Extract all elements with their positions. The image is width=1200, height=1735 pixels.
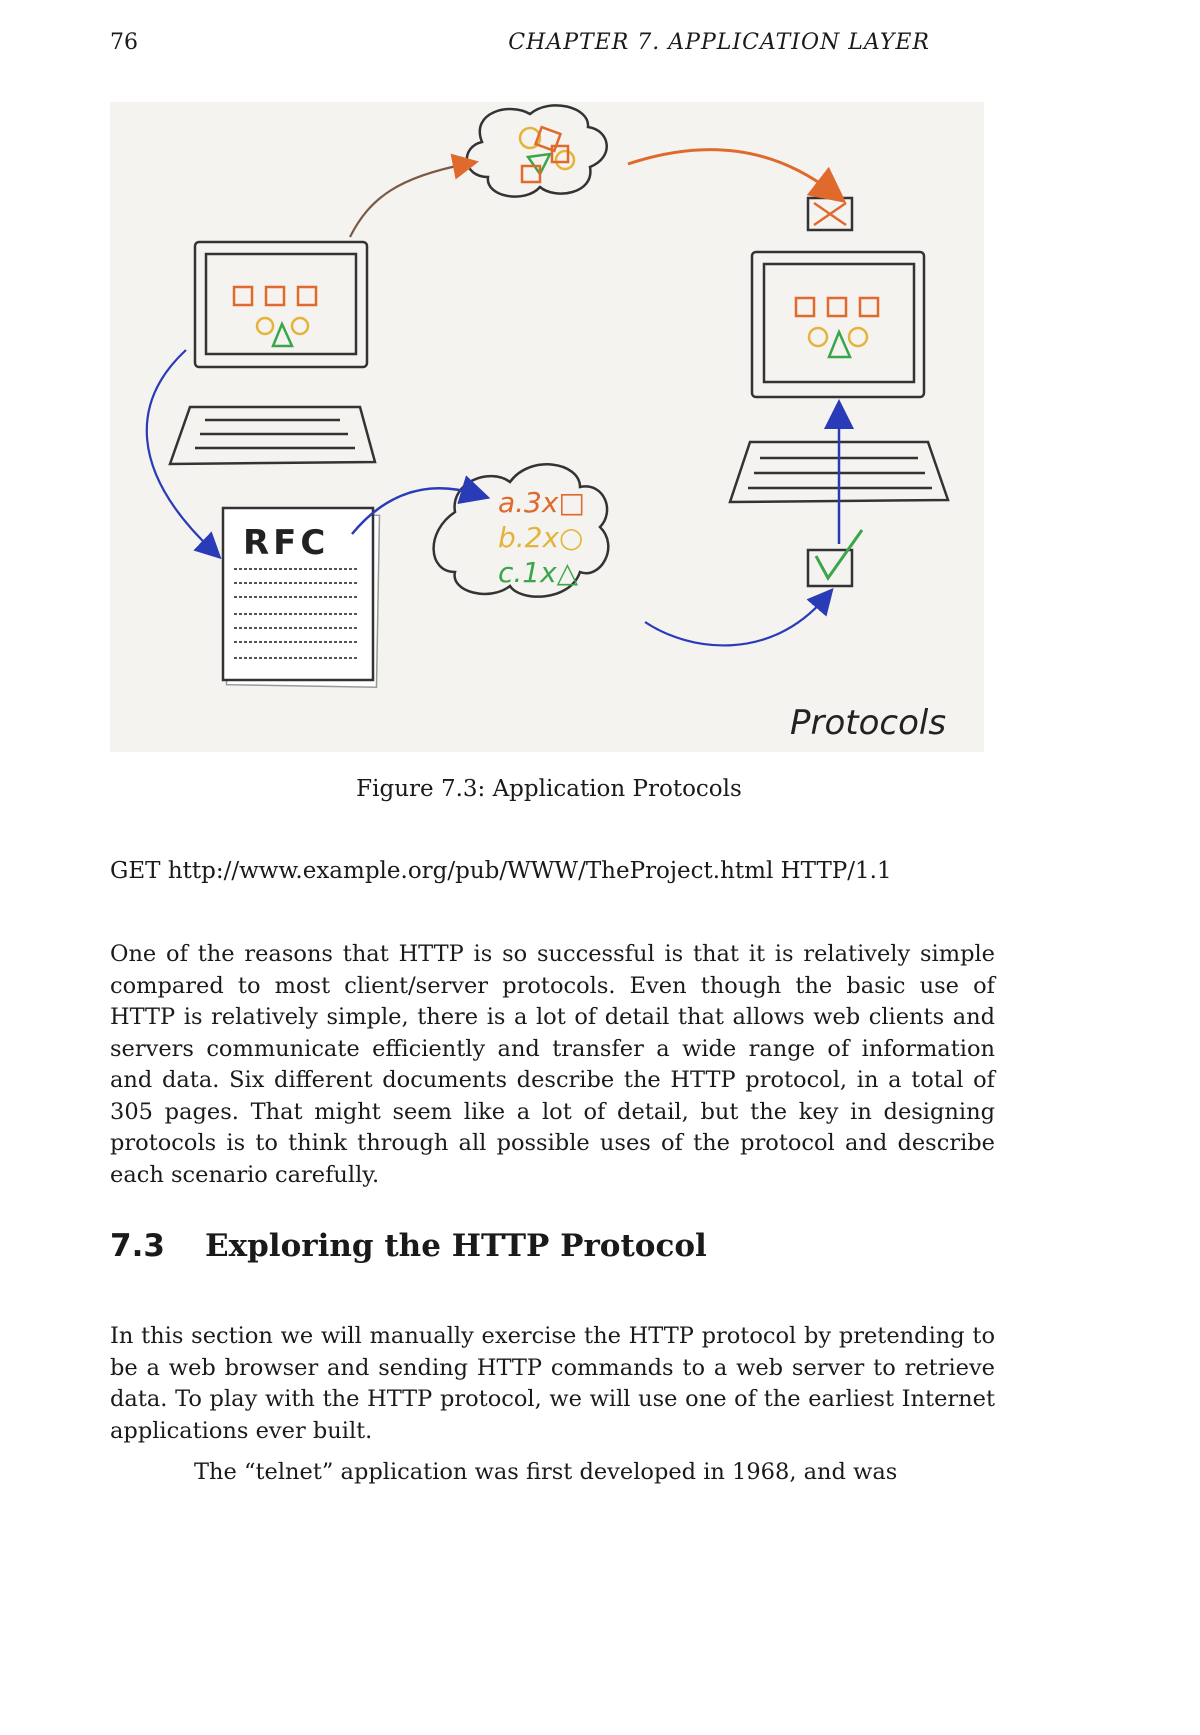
cloud-line-1: a.3x□ [498,486,585,519]
protocols-figure [110,102,984,752]
arrow-left-to-rfc [147,350,212,550]
cloud-line-2: b.2x○ [498,521,584,554]
section-number: 7.3 [110,1228,165,1264]
example-http-request: GET http://www.example.org/pub/WWW/TheProject.html HTTP/1.1 [110,858,892,884]
left-computer-icon [170,242,375,464]
cloud-shapes-icon [467,105,607,196]
rfc-label: RFC [243,523,330,563]
arrow-cloud-to-right [628,150,832,192]
section-title: Exploring the HTTP Protocol [205,1228,707,1264]
paragraph-telnet: The “telnet” application was first developed in 1968, and was [194,1459,898,1485]
checkmark-box-icon [808,530,862,586]
arrow-cloud-to-check [645,598,825,645]
running-head [110,30,930,60]
page-number: 76 [110,30,138,55]
cloud-line-3: c.1x△ [498,556,579,589]
section-heading [110,1228,707,1264]
chapter-title: CHAPTER 7. APPLICATION LAYER [508,30,930,55]
figure-caption: Figure 7.3: Application Protocols [356,776,742,802]
arrow-left-to-cloud [350,164,466,237]
broken-message-icon [808,198,852,230]
paragraph-exploring-http: In this section we will manually exercise the HTTP protocol by pretending to be a web browser and sending HTTP commands to a web server to retrieve data. To play with the HTTP protocol, we will use one of the earliest Internet applications ever built. [110,1323,995,1444]
paragraph-http-simplicity: One of the reasons that HTTP is so successful is that it is relatively simple compared to most client/server protocols. Even though the basic use of HTTP is relatively simple, there is a lot of detail that allows web clients and servers communicate efficiently and transfer a wide range of information and data. Six different documents describe the HTTP protocol, in a total of 305 pages. That might seem like a lot of detail, but the key in designing protocols is to think through all possible uses of the protocol and describe each scenario carefully. [110,941,995,1188]
figure-label-protocols: Protocols [790,703,947,743]
